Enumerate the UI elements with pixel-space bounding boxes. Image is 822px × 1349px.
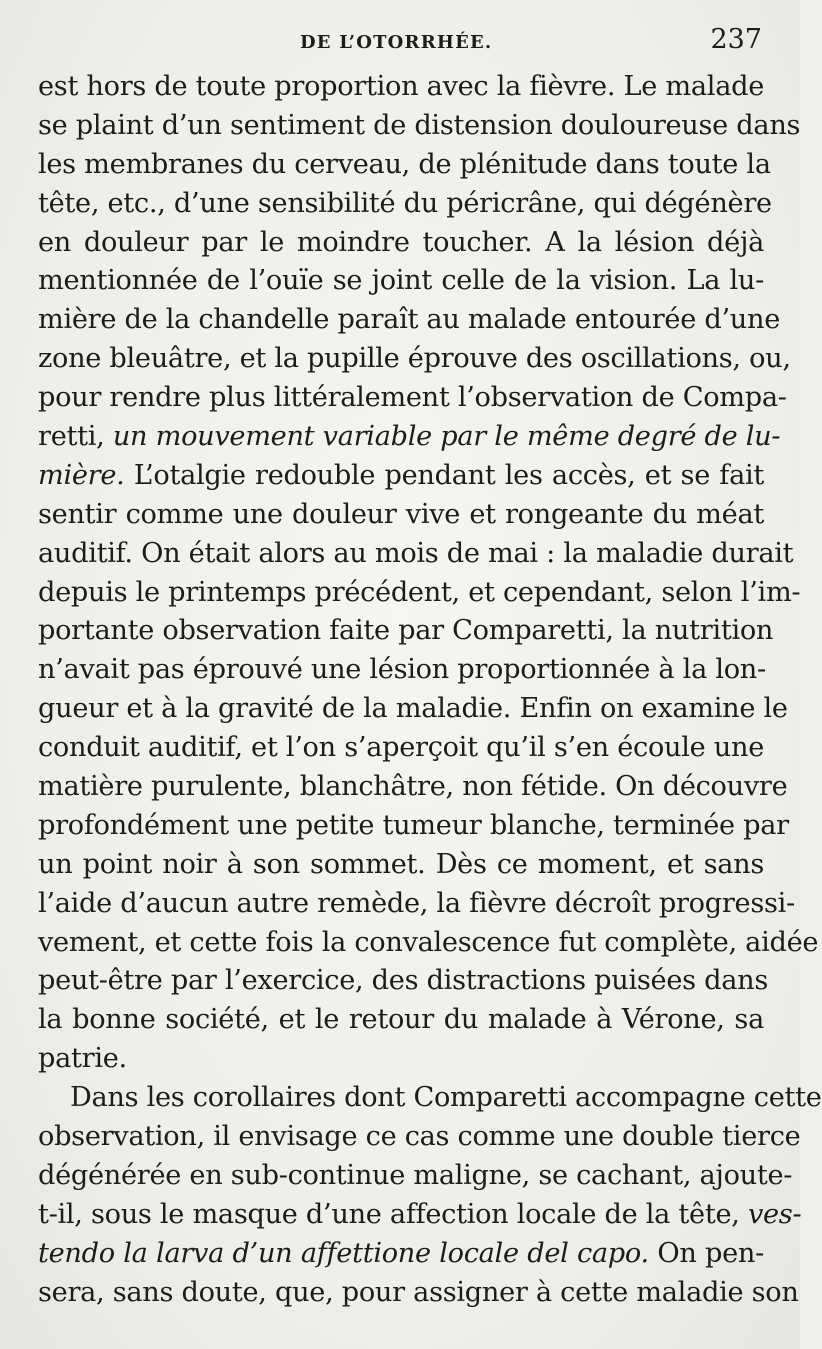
text-line: auditif. On était alors au mois de mai : la maladie durait (38, 537, 794, 569)
text-line: pour rendre plus littéralement l’observation de Compa- (38, 382, 787, 414)
body-text (38, 68, 822, 1313)
text-line: est hors de toute proportion avec la fièvre. Le malade (38, 71, 764, 102)
text-line: observation, il envisage ce cas comme une double tierce (38, 1121, 801, 1153)
paragraph-1 (38, 68, 819, 1079)
text-line: conduit auditif, et l’on s’aperçoit qu’il s’en écoule une (38, 732, 764, 764)
text-line: matière purulente, blanchâtre, non fétide. On découvre (38, 771, 788, 803)
text-line: gueur et à la gravité de la maladie. Enfin on examine le (38, 693, 788, 725)
text-line: dégénérée en sub-continue maligne, se cachant, ajoute- (38, 1159, 793, 1191)
text-line: sera, sans doute, que, pour assigner à cette maladie son (38, 1276, 799, 1308)
text-line: la bonne société, et le retour du malade à Vérone, sa (38, 1004, 764, 1036)
italic-quote: tendo la larva d’un affettione locale del capo. (38, 1237, 649, 1269)
text-line: peut-être par l’exercice, des distractions puisées dans (38, 965, 768, 997)
text-fragment: t-il, sous le masque d’une affection locale de la tête, (38, 1198, 740, 1230)
italic-quote: un mouvement variable par le même degré de lu- (112, 421, 781, 453)
text-line-mixed (38, 418, 781, 457)
text-line: se plaint d’un sentiment de distension douloureuse dans (38, 109, 801, 141)
text-line: vement, et cette fois la convalescence fut complète, aidée (38, 926, 819, 958)
text-line-mixed (38, 1196, 802, 1235)
text-line-mixed (38, 457, 764, 496)
italic-quote: mière. (38, 459, 125, 491)
text-fragment: On pen- (657, 1237, 765, 1269)
text-line: l’aide d’aucun autre remède, la fièvre décroît progressi- (38, 887, 795, 919)
text-line: un point noir à son sommet. Dès ce moment, et sans (38, 848, 764, 880)
text-fragment: retti, (38, 421, 105, 453)
running-head: DE L’OTORRHÉE. (300, 32, 493, 53)
text-fragment: L’otalgie redouble pendant les accès, et se fait (133, 459, 765, 491)
text-line: patrie. (38, 1043, 127, 1075)
text-line: sentir comme une douleur vive et rongeante du méat (38, 498, 764, 530)
text-line: zone bleuâtre, et la pupille éprouve des oscillations, ou, (38, 343, 791, 375)
text-line: les membranes du cerveau, de plénitude dans toute la (38, 148, 771, 180)
text-line: Dans les corollaires dont Comparetti accompagne cette (70, 1082, 822, 1114)
page-number: 237 (710, 24, 762, 55)
text-line: portante observation faite par Comparetti, la nutrition (38, 615, 774, 647)
text-line: tête, etc., d’une sensibilité du péricrâne, qui dégénère (38, 187, 772, 219)
paragraph-2 (38, 1079, 822, 1312)
text-line: en douleur par le moindre toucher. A la lésion déjà (38, 226, 764, 258)
text-line-mixed (38, 1235, 764, 1274)
italic-quote: ves- (747, 1198, 802, 1230)
text-line: depuis le printemps précédent, et cependant, selon l’im- (38, 576, 801, 608)
text-line: n’avait pas éprouvé une lésion proportionnée à la lon- (38, 654, 766, 686)
page-header (0, 24, 800, 60)
text-line: mentionnée de l’ouïe se joint celle de la vision. La lu- (38, 265, 764, 297)
text-line: mière de la chandelle paraît au malade entourée d’une (38, 304, 780, 336)
text-line: profondément une petite tumeur blanche, terminée par (38, 809, 789, 841)
